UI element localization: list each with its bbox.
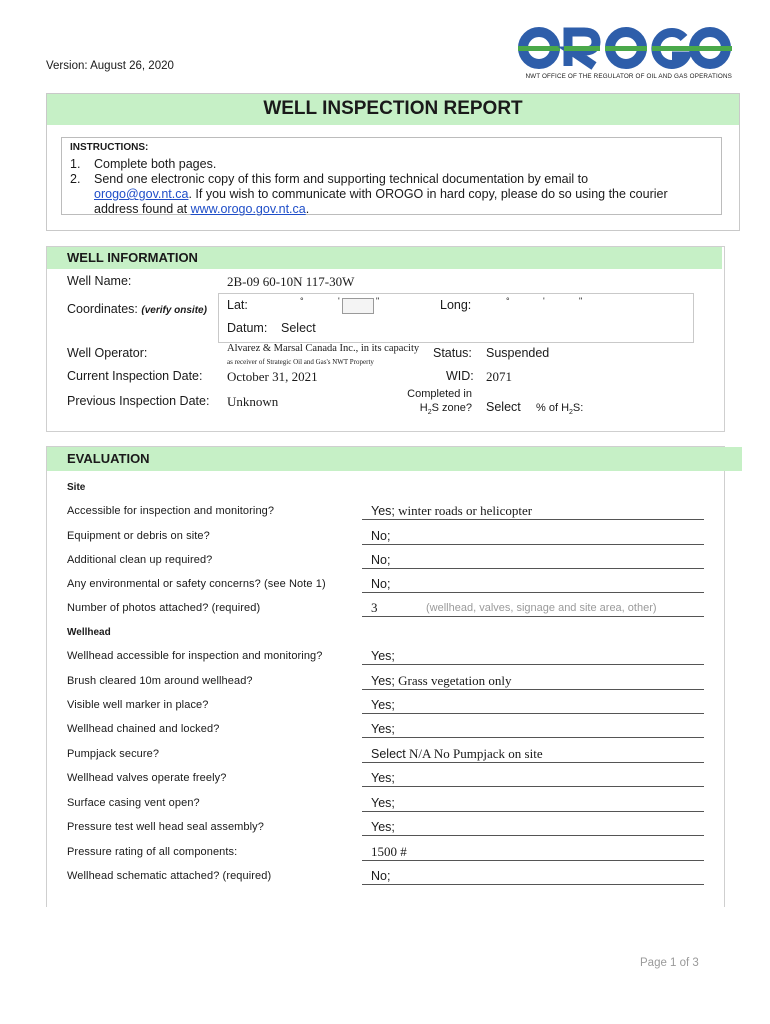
answer-field[interactable] xyxy=(371,795,395,811)
previous-date-label: Previous Inspection Date: xyxy=(67,394,210,408)
question-label: Number of photos attached? (required) xyxy=(67,602,261,614)
lat-label: Lat: xyxy=(227,298,248,312)
answer-select[interactable]: Select xyxy=(371,747,406,761)
title-section xyxy=(46,93,740,231)
wid-label: WID: xyxy=(446,369,474,383)
answer-underline xyxy=(362,616,704,617)
website-link[interactable]: www.orogo.gov.nt.ca xyxy=(190,202,306,216)
answer-underline xyxy=(362,689,704,690)
answer-select[interactable]: No; xyxy=(371,869,391,883)
answer-field[interactable] xyxy=(371,697,395,713)
answer-field[interactable] xyxy=(371,844,407,860)
datum-label: Datum: xyxy=(227,321,268,335)
question-label: Visible well marker in place? xyxy=(67,699,209,711)
answer-underline xyxy=(362,884,704,885)
well-operator-value-2: as receiver of Strategic Oil and Gas's NWT Property xyxy=(227,358,374,366)
h2s-zone-select[interactable]: Select xyxy=(486,400,521,414)
well-name-value[interactable]: 2B-09 60-10N 117-30W xyxy=(227,274,355,289)
question-label: Equipment or debris on site? xyxy=(67,530,210,542)
instruction-text-part: Send one electronic copy of this form and supporting technical documentation by email to xyxy=(94,172,589,186)
answer-field[interactable] xyxy=(371,503,532,519)
instructions-box xyxy=(61,137,722,215)
current-date-value[interactable]: October 31, 2021 xyxy=(227,369,318,384)
answer-underline xyxy=(362,713,704,714)
answer-underline xyxy=(362,811,704,812)
lat-seconds-input[interactable] xyxy=(342,298,374,314)
question-label: Wellhead accessible for inspection and monitoring? xyxy=(67,650,323,662)
well-name-label: Well Name: xyxy=(67,274,132,288)
long-deg-mark: ° xyxy=(506,296,510,306)
question-label: Any environmental or safety concerns? (see Note 1) xyxy=(67,578,326,590)
answer-field[interactable] xyxy=(371,868,390,884)
instruction-num: 2. xyxy=(70,172,81,186)
h2s-label-line-1: Completed in xyxy=(407,388,472,400)
instruction-text: Complete both pages. xyxy=(94,157,217,171)
instruction-text xyxy=(94,172,668,217)
answer-comment[interactable]: 3 xyxy=(371,600,378,615)
answer-comment[interactable]: 1500 # xyxy=(371,844,407,859)
answer-underline xyxy=(362,737,704,738)
instructions-heading: INSTRUCTIONS: xyxy=(70,142,149,153)
answer-select[interactable]: Yes; xyxy=(371,674,395,688)
logo-letters xyxy=(518,26,732,70)
answer-field[interactable] xyxy=(371,819,395,835)
wid-value[interactable]: 2071 xyxy=(486,369,512,384)
question-label: Pressure rating of all components: xyxy=(67,846,238,858)
h2s-label-line-2: $H_2S$ zone? xyxy=(419,402,472,417)
status-label: Status: xyxy=(433,346,472,360)
answer-underline xyxy=(362,762,704,763)
question-label: Pressure test well head seal assembly? xyxy=(67,821,265,833)
answer-select[interactable]: No; xyxy=(371,553,391,567)
answer-underline xyxy=(362,786,704,787)
answer-comment[interactable]: winter roads or helicopter xyxy=(394,503,533,518)
answer-field[interactable] xyxy=(371,600,378,616)
answer-comment[interactable]: N/A No Pumpjack on site xyxy=(405,746,543,761)
answer-underline xyxy=(362,592,704,593)
instruction-text-part: . xyxy=(305,202,310,216)
page-title: WELL INSPECTION REPORT xyxy=(47,94,739,125)
logo-wordmark xyxy=(518,26,732,70)
question-label: Brush cleared 10m around wellhead? xyxy=(67,675,253,687)
answer-field[interactable] xyxy=(371,648,395,664)
answer-select[interactable]: Yes; xyxy=(371,649,395,663)
answer-select[interactable]: Yes; xyxy=(371,698,395,712)
question-label: Additional clean up required? xyxy=(67,554,213,566)
answer-underline xyxy=(362,860,704,861)
answer-select[interactable]: Yes; xyxy=(371,820,395,834)
answer-select[interactable]: No; xyxy=(371,577,391,591)
answer-field[interactable] xyxy=(371,721,395,737)
answer-field[interactable] xyxy=(371,528,390,544)
status-value[interactable]: Suspended xyxy=(486,346,550,360)
answer-comment[interactable]: Grass vegetation only xyxy=(394,673,512,688)
answer-underline xyxy=(362,835,704,836)
logo-tagline: NWT OFFICE OF THE REGULATOR OF OIL AND GAS OPERATIONS xyxy=(525,73,732,80)
question-label: Wellhead valves operate freely? xyxy=(67,772,227,784)
lat-min-mark: ' xyxy=(338,296,340,306)
photos-note: (wellhead, valves, signage and site area, other) xyxy=(426,602,657,614)
answer-field[interactable] xyxy=(371,576,390,592)
wellhead-subheading: Wellhead xyxy=(67,627,111,638)
answer-underline xyxy=(362,544,704,545)
question-label: Wellhead chained and locked? xyxy=(67,723,220,735)
verify-note: (verify onsite) xyxy=(141,305,207,316)
answer-select[interactable]: Yes; xyxy=(371,796,395,810)
page-number: Page 1 of 3 xyxy=(640,957,699,969)
current-date-label: Current Inspection Date: xyxy=(67,369,203,383)
long-sec-mark: " xyxy=(579,296,583,306)
h2s-percent-label: % of $H_2S$: xyxy=(536,402,584,417)
instruction-item-1 xyxy=(70,157,713,172)
answer-field[interactable] xyxy=(371,746,543,762)
answer-select[interactable]: Yes; xyxy=(371,722,395,736)
well-operator-label: Well Operator: xyxy=(67,346,148,360)
instruction-text-part: . If you wish to communicate with OROGO in hard copy, please do so using the courier xyxy=(188,187,668,201)
email-link[interactable]: orogo@gov.nt.ca xyxy=(94,187,189,201)
answer-field[interactable] xyxy=(371,673,512,689)
answer-underline xyxy=(362,568,704,569)
long-label: Long: xyxy=(440,298,472,312)
evaluation-heading: EVALUATION xyxy=(47,447,742,471)
orogo-logo xyxy=(518,26,732,80)
question-label: Surface casing vent open? xyxy=(67,797,200,809)
previous-date-value[interactable]: Unknown xyxy=(227,394,279,409)
question-label: Accessible for inspection and monitoring? xyxy=(67,505,275,517)
h2s-zone-label xyxy=(400,387,472,420)
answer-select[interactable]: Yes; xyxy=(371,504,395,518)
well-operator-value-1[interactable]: Alvarez & Marsal Canada Inc., in its capacity xyxy=(227,343,420,354)
version-label: Version: August 26, 2020 xyxy=(46,60,174,72)
datum-select[interactable]: Select xyxy=(281,321,316,335)
well-information-heading: WELL INFORMATION xyxy=(47,247,722,269)
instruction-num: 1. xyxy=(70,157,81,171)
coordinates-label xyxy=(67,302,207,316)
long-min-mark: ' xyxy=(543,296,545,306)
answer-underline xyxy=(362,664,704,665)
lat-sec-mark: " xyxy=(376,296,380,306)
question-label: Pumpjack secure? xyxy=(67,748,160,760)
coordinates-label-text: Coordinates: xyxy=(67,302,138,316)
answer-select[interactable]: No; xyxy=(371,529,391,543)
instruction-text-part: address found at xyxy=(94,202,191,216)
answer-field[interactable] xyxy=(371,552,390,568)
question-label: Wellhead schematic attached? (required) xyxy=(67,870,272,882)
site-subheading: Site xyxy=(67,482,86,493)
answer-underline xyxy=(362,519,704,520)
instruction-item-2 xyxy=(70,172,713,217)
lat-deg-mark: ° xyxy=(300,296,304,306)
answer-field[interactable] xyxy=(371,770,395,786)
answer-select[interactable]: Yes; xyxy=(371,771,395,785)
